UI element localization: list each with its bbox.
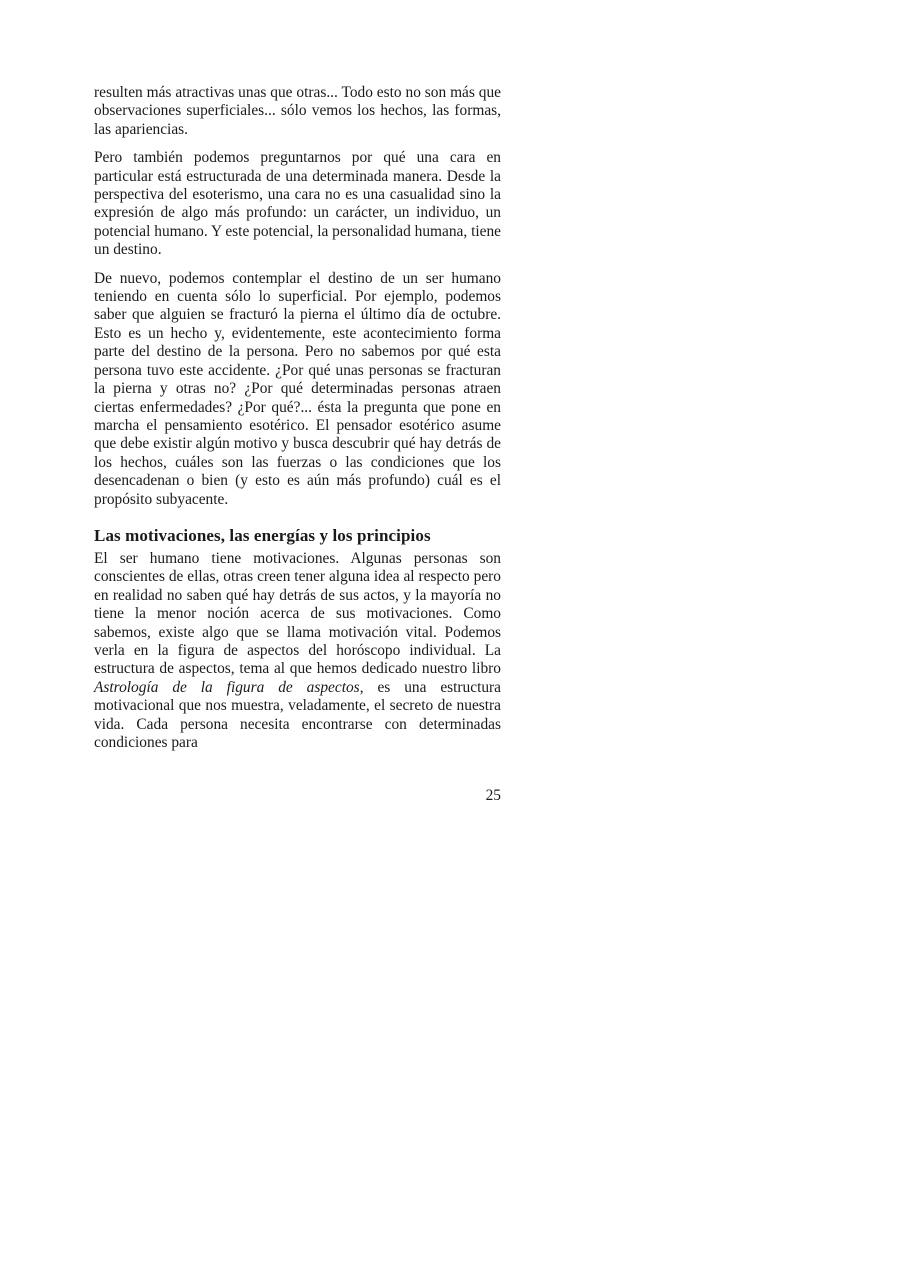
- paragraph-1: resulten más atractivas unas que otras... Todo esto no son más que observaciones superficiales... sólo vemos los hechos, las formas, las apariencias.: [94, 84, 501, 138]
- section-heading: Las motivaciones, las energías y los principios: [94, 525, 431, 545]
- section-paragraph: [94, 550, 501, 752]
- section-paragraph-text-end: , es una estructura motivacional que nos muestra, veladamente, el secreto de nuestra vida. Cada persona necesita encontrarse con determinadas condiciones para: [94, 678, 502, 751]
- book-title: Astrología de la figura de aspectos: [94, 678, 360, 696]
- section-paragraph-text-start: El ser humano tiene motivaciones. Algunas personas son conscientes de ellas, otras creen tener alguna idea al respecto pero en realidad no saben qué hay detrás de sus actos, y la mayoría no tiene la menor noción acerca de sus motivaciones. Como sabemos, existe algo que se llama motivación vital. Podemos verla en la figura de aspectos del horóscopo individual. La estructura de aspectos, tema al que hemos dedicado nuestro libro: [94, 549, 501, 678]
- paragraph-3: De nuevo, podemos contemplar el destino de un ser humano teniendo en cuenta sólo lo superficial. Por ejemplo, podemos saber que alguien se fracturó la pierna el último día de octubre. Esto es un hecho y, evidentemente, este acontecimiento forma parte del destino de la persona. Pero no sabemos por qué esta persona tuvo este accidente. ¿Por qué unas personas se fracturan la pierna y otras no? ¿Por qué determinadas personas atraen ciertas enfermedades? ¿Por qué?... ésta la pregunta que pone en marcha el pensamiento esotérico. El pensador esotérico asume que debe existir algún motivo y busca descubrir qué hay detrás de los hechos, cuáles son las fuerzas o las condiciones que los desencadenan o bien (y esto es aún más profundo) cuál es el propósito subyacente.: [94, 269, 501, 508]
- text-column: [94, 84, 501, 752]
- page-number: 25: [485, 787, 501, 804]
- paragraph-2: Pero también podemos preguntarnos por qué una cara en particular está estructurada de una determinada manera. Desde la perspectiva del esoterismo, una cara no es una casualidad sino la expresión de algo más profundo: un carácter, un individuo, un potencial humano. Y este potencial, la personalidad humana, tiene un destino.: [94, 149, 501, 259]
